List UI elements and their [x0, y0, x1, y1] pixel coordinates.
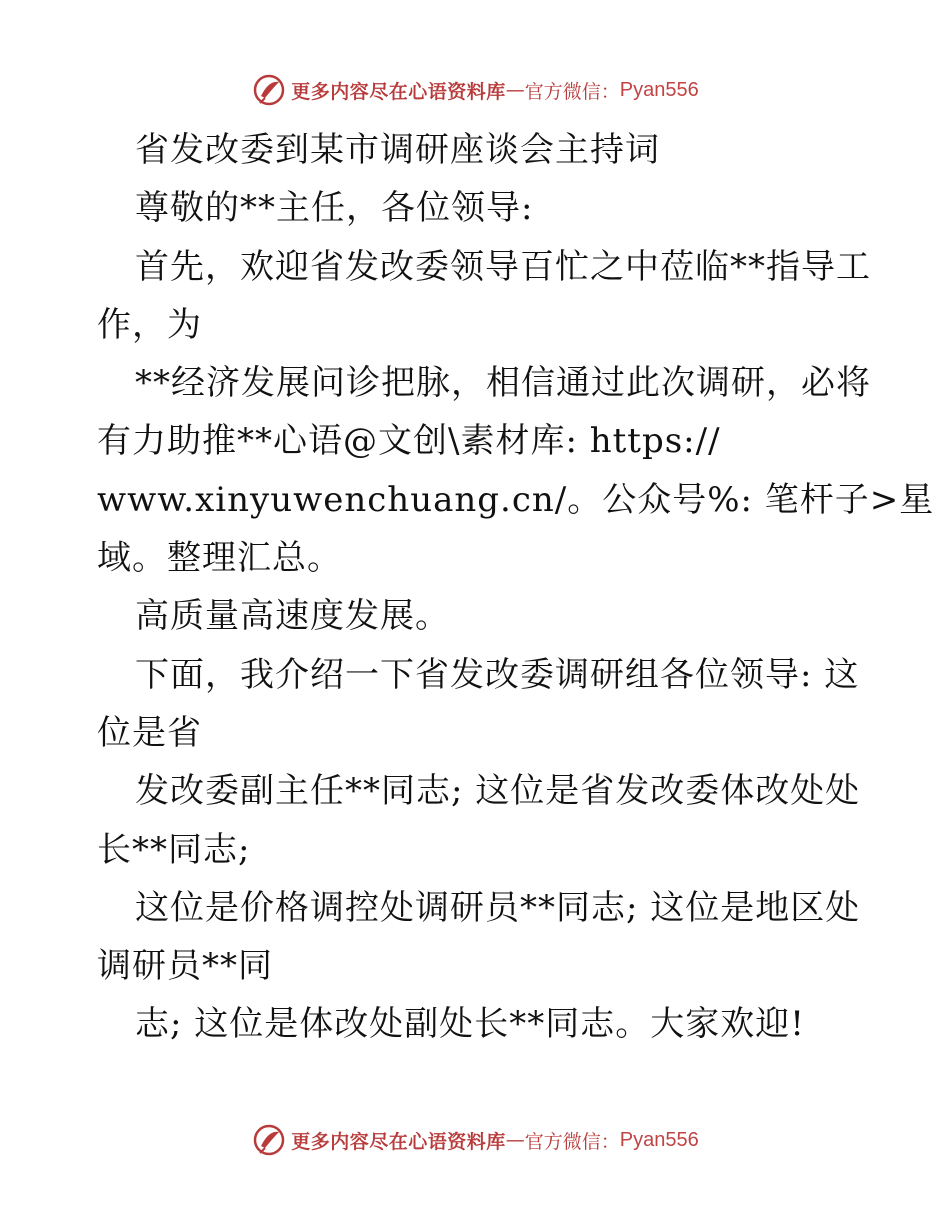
paragraph-line: 有力助推**心语@文创\素材库: https://: [97, 421, 721, 462]
document-title: 省发改委到某市调研座谈会主持词: [135, 130, 660, 170]
footer-wechat-id: Pyan556: [619, 1128, 699, 1151]
paragraph-line: 下面，我介绍一下省发改委调研组各位领导: 这: [135, 654, 860, 695]
salutation: 尊敬的**主任，各位领导:: [135, 188, 534, 229]
paragraph-line: 长**同志;: [97, 829, 251, 870]
paragraph-line: 首先，欢迎省发改委领导百忙之中莅临**指导工: [135, 246, 871, 287]
header-wechat-label: 官方微信：: [524, 80, 620, 103]
paragraph-line: 发改委副主任**同志; 这位是省发改委体改处处: [135, 771, 861, 812]
footer-dash: —: [505, 1129, 525, 1151]
header-wechat-id: Pyan556: [619, 78, 699, 101]
footer-text: 更多内容尽在心语资料库: [291, 1130, 506, 1153]
brand-logo-icon: [251, 1122, 287, 1158]
document-body: [97, 121, 935, 1054]
paragraph-line: 位是省: [97, 712, 202, 753]
header-text: 更多内容尽在心语资料库: [291, 80, 506, 103]
header-banner: [0, 70, 950, 110]
brand-logo-icon: [251, 72, 287, 108]
paragraph-line: www.xinyuwenchuang.cn/。公众号%: 笔杆子>星: [97, 479, 935, 520]
paragraph-line: 志; 这位是体改处副处长**同志。大家欢迎!: [135, 1004, 805, 1045]
header-dash: —: [505, 79, 525, 101]
paragraph-line: **经济发展问诊把脉，相信通过此次调研，必将: [135, 363, 871, 404]
footer-banner: [0, 1120, 950, 1160]
footer-wechat-label: 官方微信：: [524, 1130, 620, 1153]
paragraph-line: 这位是价格调控处调研员**同志; 这位是地区处: [135, 887, 861, 928]
paragraph-line: 高质量高速度发展。: [135, 596, 450, 637]
paragraph-line: 域。整理汇总。: [97, 538, 342, 579]
paragraph-line: 调研员**同: [97, 946, 273, 987]
paragraph-line: 作，为: [97, 304, 202, 345]
